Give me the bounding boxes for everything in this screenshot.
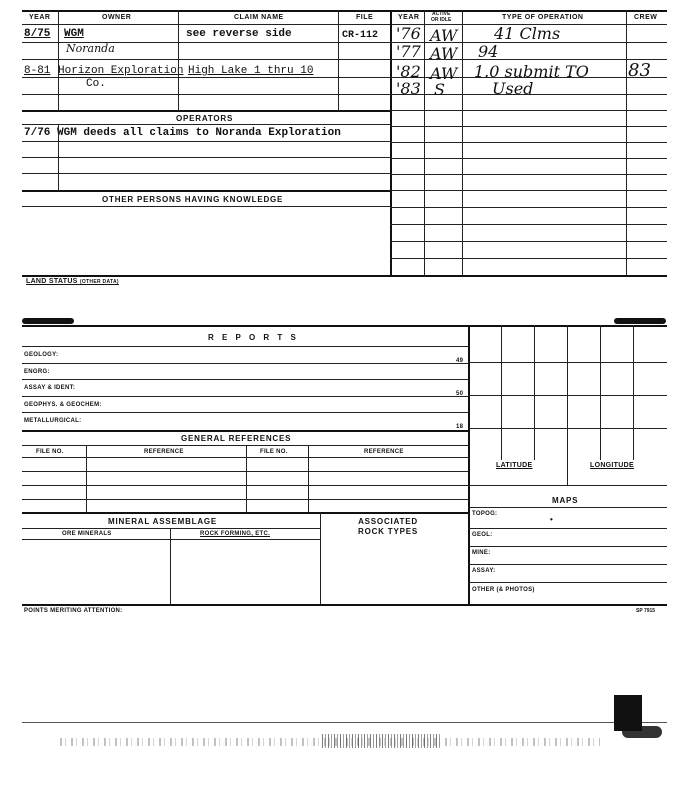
mineral-div-1 <box>170 528 171 604</box>
other-persons-top-rule <box>22 190 390 192</box>
col-header-active-idle: ACTIVE OR IDLE <box>431 11 452 23</box>
genref-col-file-no-2: FILE NO. <box>260 449 288 455</box>
activity-3-operation: 1.0 submit TO <box>474 62 589 81</box>
scan-noise-dark <box>322 734 442 748</box>
operators-line-1 <box>22 141 390 142</box>
reports-bottom-rule <box>22 604 667 606</box>
owner-row-2-claim: High Lake 1 thru 10 <box>188 65 314 77</box>
report-assay-num: 50 <box>456 391 464 397</box>
activity-2-status: AW <box>430 44 458 63</box>
header-bottom-rule <box>22 24 667 25</box>
activity-line-9 <box>390 174 667 175</box>
activity-line-12 <box>390 224 667 225</box>
activity-4-status: S <box>434 80 445 99</box>
maps-line-3 <box>468 564 667 565</box>
activity-1-status: AW <box>430 26 458 45</box>
activity-3-status: AW <box>430 64 458 83</box>
genref-bottom-rule <box>22 512 468 514</box>
latitude-label: LATITUDE <box>496 462 533 469</box>
maps-assay: ASSAY: <box>472 568 496 574</box>
owner-row-2-year: 8-81 <box>24 65 51 77</box>
maps-title-rule <box>468 507 667 508</box>
maps-topog: TOPOG: <box>472 511 498 517</box>
longitude-label: LONGITUDE <box>590 462 634 469</box>
genref-col-reference-2: REFERENCE <box>364 449 404 455</box>
grid-h-2 <box>468 395 667 396</box>
genref-line-1 <box>22 471 468 472</box>
report-metallurgical-num: 18 <box>456 424 464 430</box>
col-header-type-of-operation: TYPE OF OPERATION <box>502 14 584 21</box>
owner-line-4 <box>22 94 390 95</box>
genref-col-file-no: FILE NO. <box>36 449 64 455</box>
activity-line-10 <box>390 190 667 191</box>
mineral-title-rule <box>22 528 320 529</box>
grid-v-4 <box>600 325 601 460</box>
operators-entry: 7/76 WGM deeds all claims to Noranda Exploration <box>24 127 341 139</box>
owner-row-1-file: CR-112 <box>342 30 379 41</box>
grid-v-1 <box>501 325 502 460</box>
bottom-scan-line <box>22 722 667 723</box>
other-persons-title: OTHER PERSONS HAVING KNOWLEDGE <box>102 195 284 204</box>
maps-title: MAPS <box>552 496 579 505</box>
report-metallurgical: METALLURGICAL: <box>24 418 82 424</box>
mineral-rock-forming: ROCK FORMING, ETC. <box>200 531 271 537</box>
activity-1-year: '76 <box>396 24 421 43</box>
top-right-smudge <box>614 318 666 324</box>
activity-line-7 <box>390 142 667 143</box>
general-references-title: GENERAL REFERENCES <box>181 434 292 443</box>
genref-div-2 <box>246 445 247 512</box>
owner-row-1-note: Noranda <box>66 42 115 55</box>
report-engrg: ENGRG: <box>24 369 50 375</box>
top-left-smudge <box>22 318 74 324</box>
activity-2-operation: 94 <box>478 42 499 61</box>
grid-h-1 <box>468 362 667 363</box>
col-header-year-2: YEAR <box>398 14 420 21</box>
activity-2-year: '77 <box>396 42 421 61</box>
associated-rock-types: ASSOCIATED ROCK TYPES <box>358 517 419 536</box>
reports-right-border <box>468 325 470 604</box>
report-geophys: GEOPHYS. & GEOCHEM: <box>24 402 102 408</box>
activity-4-operation: Used <box>492 79 534 98</box>
grid-v-5 <box>633 325 634 460</box>
points-meriting-attention: POINTS MERITING ATTENTION: <box>24 608 123 614</box>
activity-bottom-rule <box>22 275 667 277</box>
land-status-title: LAND STATUS (OTHER DATA) <box>26 278 119 285</box>
genref-title-rule <box>22 445 468 446</box>
bottom-right-blot-2 <box>622 726 662 738</box>
operators-top-rule <box>22 110 390 112</box>
col-header-claim-name: CLAIM NAME <box>234 14 284 21</box>
genref-line-2 <box>22 485 468 486</box>
genref-line-3 <box>22 499 468 500</box>
genref-header-rule <box>22 457 468 458</box>
coords-rule <box>468 485 667 486</box>
owner-line-3 <box>22 77 390 78</box>
hdr-div-2 <box>178 10 179 24</box>
col-header-owner: OWNER <box>102 14 132 21</box>
grid-h-3 <box>468 428 667 429</box>
col-header-file: FILE <box>356 14 374 21</box>
report-line-1 <box>22 363 468 364</box>
operators-title-rule <box>22 124 390 125</box>
col-header-year: YEAR <box>29 14 51 21</box>
other-persons-rule <box>22 206 390 207</box>
operators-title: OPERATORS <box>176 114 234 123</box>
mineral-ore: ORE MINERALS <box>62 531 112 537</box>
owner-col-div-1 <box>58 24 59 110</box>
report-line-2 <box>22 379 468 380</box>
maps-mine: MINE: <box>472 550 491 556</box>
owner-row-1-claim: see reverse side <box>186 28 292 40</box>
genref-div-3 <box>308 445 309 512</box>
maps-topog-dot: • <box>550 515 554 524</box>
form-number: SP 7915 <box>636 608 656 614</box>
maps-line-1 <box>468 528 667 529</box>
top-rule <box>22 10 667 12</box>
report-line-4 <box>22 412 468 413</box>
report-assay: ASSAY & IDENT: <box>24 385 76 391</box>
maps-line-2 <box>468 546 667 547</box>
activity-line-5 <box>390 110 667 111</box>
mineral-assemblage-title: MINERAL ASSEMBLAGE <box>108 517 218 526</box>
owner-col-div-2 <box>178 24 179 110</box>
report-geology-num: 49 <box>456 358 464 364</box>
owner-line-1 <box>22 42 390 43</box>
maps-geol: GEOL: <box>472 532 493 538</box>
operators-line-3 <box>22 173 390 174</box>
report-line-3 <box>22 396 468 397</box>
operators-col-div <box>58 124 59 190</box>
maps-line-4 <box>468 582 667 583</box>
activity-4-year: '83 <box>396 79 421 98</box>
operators-line-2 <box>22 157 390 158</box>
owner-row-2-owner: Horizon Exploration <box>58 65 184 77</box>
owner-row-1-year: 8/75 <box>24 28 51 40</box>
hdr-div-1 <box>58 10 59 24</box>
activity-line-6 <box>390 126 667 127</box>
genref-col-reference: REFERENCE <box>144 449 184 455</box>
grid-v-3 <box>567 325 568 485</box>
reports-top-rule <box>22 325 667 327</box>
genref-div-1 <box>86 445 87 512</box>
activity-line-13 <box>390 241 667 242</box>
activity-3-crew: 83 <box>628 60 651 81</box>
col-header-crew: CREW <box>634 14 658 21</box>
mineral-div-2 <box>320 512 321 604</box>
owner-line-2 <box>22 59 390 60</box>
activity-3-year: '82 <box>396 62 421 81</box>
activity-1-operation: 41 Clms <box>494 24 561 43</box>
mineral-header-rule <box>22 539 320 540</box>
owner-row-1-owner: WGM <box>64 28 84 40</box>
report-line-5 <box>22 430 468 432</box>
reports-title-rule <box>22 346 468 347</box>
activity-line-14 <box>390 258 667 259</box>
grid-v-2 <box>534 325 535 460</box>
reports-title: R E P O R T S <box>208 333 299 342</box>
activity-line-11 <box>390 207 667 208</box>
report-geology: GEOLOGY: <box>24 352 59 358</box>
owner-row-2-owner-cont: Co. <box>86 78 106 90</box>
activity-line-8 <box>390 158 667 159</box>
hdr-div-3 <box>338 10 339 24</box>
owner-col-div-3 <box>338 24 339 110</box>
maps-other: OTHER (& PHOTOS) <box>472 587 535 593</box>
